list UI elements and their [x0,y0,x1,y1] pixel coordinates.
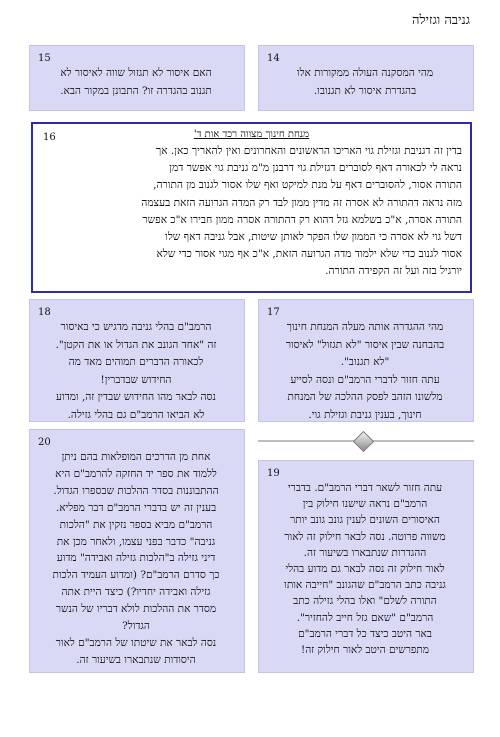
question-line: כך סדרם הרמב"ם? (ומדוע העמיד הלכות [52,569,220,582]
question-line: דיני גזילה ב"הלכות גזילה ואבידה" מדוע [56,552,216,565]
question-line: "לא תגנוב". [340,356,390,368]
source-line: בדין זה דגניבת וגזילת גוי האריכו הראשונים והאחרונים ואין להאריך כאן. אך [156,145,462,157]
question-line: האיסורים השונים לענין גונב גונב יותר [290,514,440,527]
source-line: יורגיל בזה ועל זה הקפידה התורה. [325,265,462,278]
question-line: החידוש שבדברין! [100,373,172,386]
question-line: מסדר את ההלכות לולא דבריו של הנשר [55,603,217,616]
question-line: באר היטב כיצד כל דברי הרמב"ם [298,627,432,640]
question-number: 14 [267,53,280,64]
question-number: 15 [38,53,51,64]
source-line: התורה אסור, להסוברים דאף על מנת למיקט ואף שלו אסור לגנוב מן התורה, [153,179,462,192]
question-line: גניבה כתב הרמב"ם שהגונב "חייבה אותו [284,579,446,592]
question-line: נסה לבאר את שיטתו של הרמב"ם לאור [55,636,217,649]
question-line: עתה חזור לשאר דברי הרמב"ם. בדברי [287,482,443,494]
question-line: הרמב"ם מביא בספר נזקין את "הלכות [59,518,213,531]
question-line: הרמב"ם נראה שישנו חילוק בין [302,498,428,511]
source-box-16 [31,122,472,293]
question-line: בהבחנה שבין איסור "לא תגזול" לאיסור [285,338,445,351]
question-line: התורה לשלם" ואלו בהלי גזילה כתב [293,595,437,608]
question-number: 16 [43,132,56,143]
question-line: לאור חילוק זה נסה לבאר גם מדוע בהלי [285,563,445,576]
divider-diamond [258,434,474,448]
question-box-18 [29,299,245,422]
question-line: בענין זה יש בדברי הרמב"ם דבר מפליא. [55,501,217,514]
question-line: היסודות שנתבארו בשיעור זה. [76,653,196,666]
question-line: מהי ההגדרה אותה מעלה המנחת חינוך [286,321,444,333]
question-line: מלשונו הזהב לפסק ההלכה של המנחת [287,391,443,403]
source-line: מזה נראה דהתורה לא אסרה זה מדין ממון לבד רק המדה הגרועה הזאת בעצמה [141,196,462,209]
source-heading: מנחת חינוך מצווה רכד אות ד' [193,129,310,140]
divider-line [372,440,474,442]
question-line: מתפרשים היטב לאור חילוק זה! [301,644,429,657]
question-line: זה "אחד הגונב את הגדול או את הקטן". [55,338,217,351]
page-title: גניבה וגזילה [411,13,470,28]
question-line: לא הביאו הרמב"ם גם בהלי גזילה. [67,408,205,421]
source-line: דשל גוי לא אסרה כי הממון שלו הפקר לאותן שיטות, אבל גניבה דאף שלו [165,231,462,244]
question-number: 19 [267,468,280,479]
question-line: מהי המסקנה העולה ממקורות אלו [296,67,434,79]
diamond-icon [353,431,374,452]
source-line: אסור לגנוב כדי שלא ילמוד מדה הגרועה הזאת, א"כ אף מגוי אסור כדי שלא [156,248,462,261]
question-number: 20 [38,437,51,448]
source-line: התורה אסרה, א"כ בשלמא גזל דהוא רק דהתורה אסרה ממון חבירו א"כ אפשר [142,213,462,226]
question-line: בהגדרת איסור לא תגנובו. [313,84,417,97]
question-line: חינוך, בענין גניבת וגזילת גוי. [308,408,422,421]
source-text [41,143,462,281]
question-line: עתה חזור לדברי הרמב"ם ונסה לסייע [290,373,440,386]
source-line: נראה לי לכאורה דאף לסוברים דגזילת גוי דרבנן מ"מ גניבת גוי אפשר דמן [169,162,462,175]
divider-line [258,440,354,442]
question-number: 18 [38,307,51,318]
question-line: תגנוב בהגדרה זו? התבונן במקור הבא. [60,84,212,97]
question-box-20 [29,429,245,673]
question-line: גניבה" כדבר בפני עצמו, ולאחר מכן את [56,535,216,548]
question-line: משווה פרוטה. נסה לבאר חילוק זה לאור [284,530,446,543]
question-line: האם איסור לא תגזול שווה לאיסור לא [60,67,212,79]
question-line: ההתבוננות בסדר ההלכות שבספרו הגדול. [53,484,219,497]
question-line: אחת מן הדרכים המופלאות בהם ניתן [61,451,211,463]
question-box-15 [29,45,245,111]
question-line: הגדול? [122,620,150,633]
question-line: נסה לבאר מהו החידוש שבדין זה, ומדוע [56,391,216,403]
question-box-14 [258,45,474,111]
question-line: הרמב"ם בהלי גניבה מדגיש כי באיסור [60,321,212,333]
question-box-17 [258,299,474,422]
question-line: לכאורה הדברים תמוהים מאד מה [68,356,204,368]
question-number: 17 [267,307,280,318]
question-line: הרמב"ם "שאם גזל חייב להחזיר". [296,611,434,624]
question-line: גזילה ואבידה יחדיו?) כיצד היית אתה [61,586,211,599]
question-line: ללמוד את ספר יד החזקה להרמב"ם היא [55,467,217,480]
question-line: ההגדרות שנתבארו בשיעור זה. [303,546,427,559]
question-box-19 [258,460,474,673]
